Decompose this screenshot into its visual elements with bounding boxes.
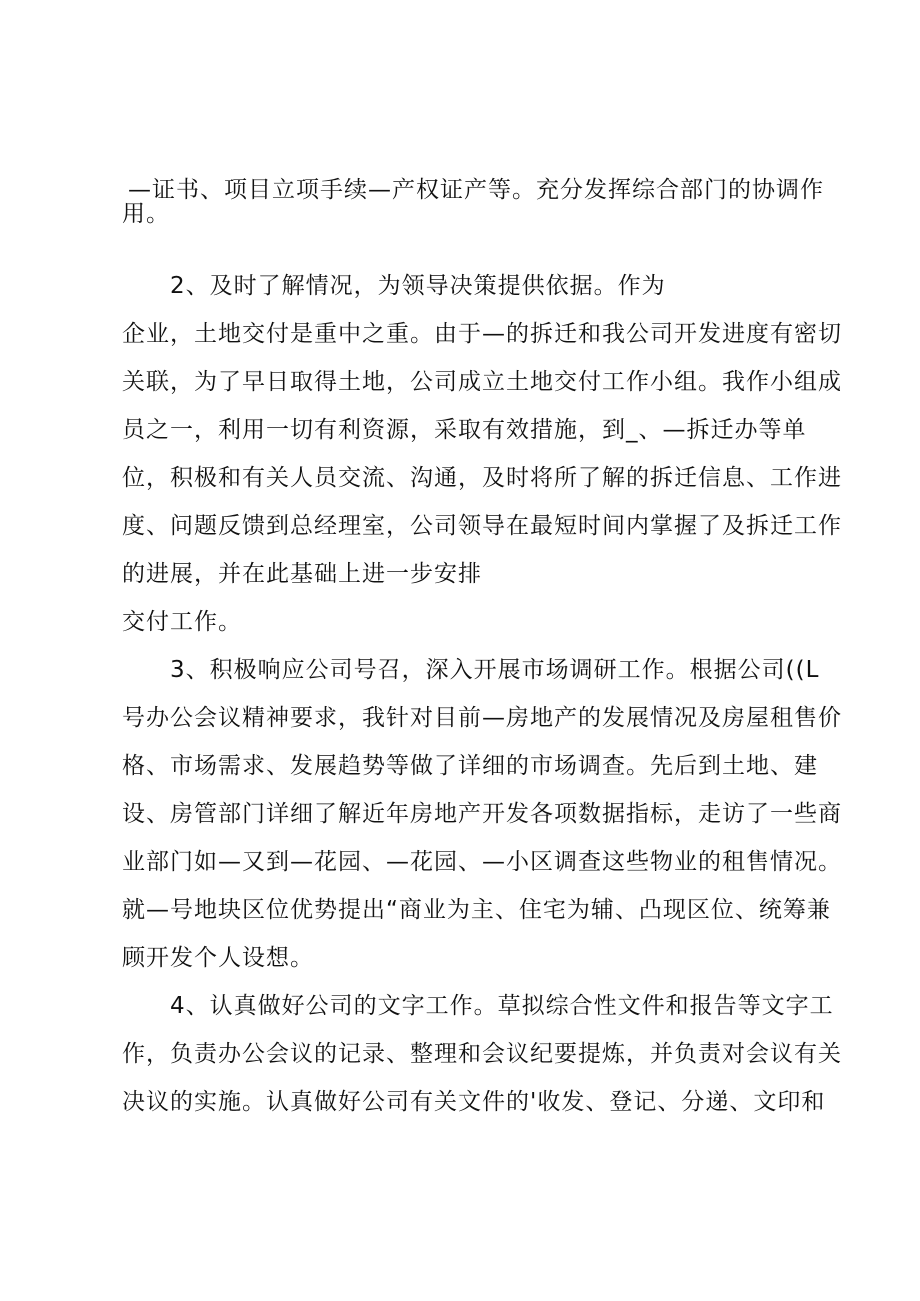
- text-line: 格、市场需求、发展趋势等做了详细的市场调查。先后到土地、建: [122, 753, 818, 779]
- text-line: 关联，为了早日取得土地，公司成立土地交付工作小组。我作小组成: [122, 369, 842, 395]
- text-line: 设、房管部门详细了解近年房地产开发各项数据指标，走访了一些商: [122, 801, 842, 827]
- paragraph-heading-4: 4、认真做好公司的文字工作。草拟综合性文件和报告等文字工: [170, 993, 834, 1019]
- text-line: 的进展，并在此基础上进一步安排: [122, 561, 482, 587]
- text-line: 作，负责办公会议的记录、整理和会议纪要提炼，并负责对会议有关: [122, 1041, 842, 1067]
- text-line: 度、问题反馈到总经理室，公司领导在最短时间内掌握了及拆迁工作: [122, 513, 842, 539]
- text-line: 位，积极和有关人员交流、沟通，及时将所了解的拆迁信息、工作进: [122, 465, 842, 491]
- text-line: 决议的实施。认真做好公司有关文件的'收发、登记、分递、文印和: [122, 1089, 826, 1115]
- text-line: 业部门如—又到—花园、—花园、—小区调查这些物业的租售情况。: [122, 849, 842, 875]
- paragraph-heading-3: 3、积极响应公司号召，深入开展市场调研工作。根据公司((L: [170, 657, 820, 683]
- text-line: 号办公会议精神要求，我针对目前—房地产的发展情况及房屋租售价: [122, 705, 842, 731]
- text-line: 交付工作。: [122, 609, 242, 635]
- text-line: 企业，土地交付是重中之重。由于—的拆迁和我公司开发进度有密切: [122, 321, 842, 347]
- text-line: 就—号地块区位优势提出“商业为主、住宅为辅、凸现区位、统筹兼: [122, 897, 831, 923]
- text-line: 用。: [122, 201, 170, 227]
- text-line: 员之一，利用一切有利资源，采取有效措施，到_、—拆迁办等单: [122, 417, 807, 443]
- paragraph-heading-2: 2、及时了解情况，为领导决策提供依据。作为: [170, 273, 666, 299]
- text-line: 顾开发个人设想。: [122, 945, 314, 971]
- text-line: —证书、项目立项手续—产权证产等。充分发挥综合部门的协调作: [128, 177, 824, 203]
